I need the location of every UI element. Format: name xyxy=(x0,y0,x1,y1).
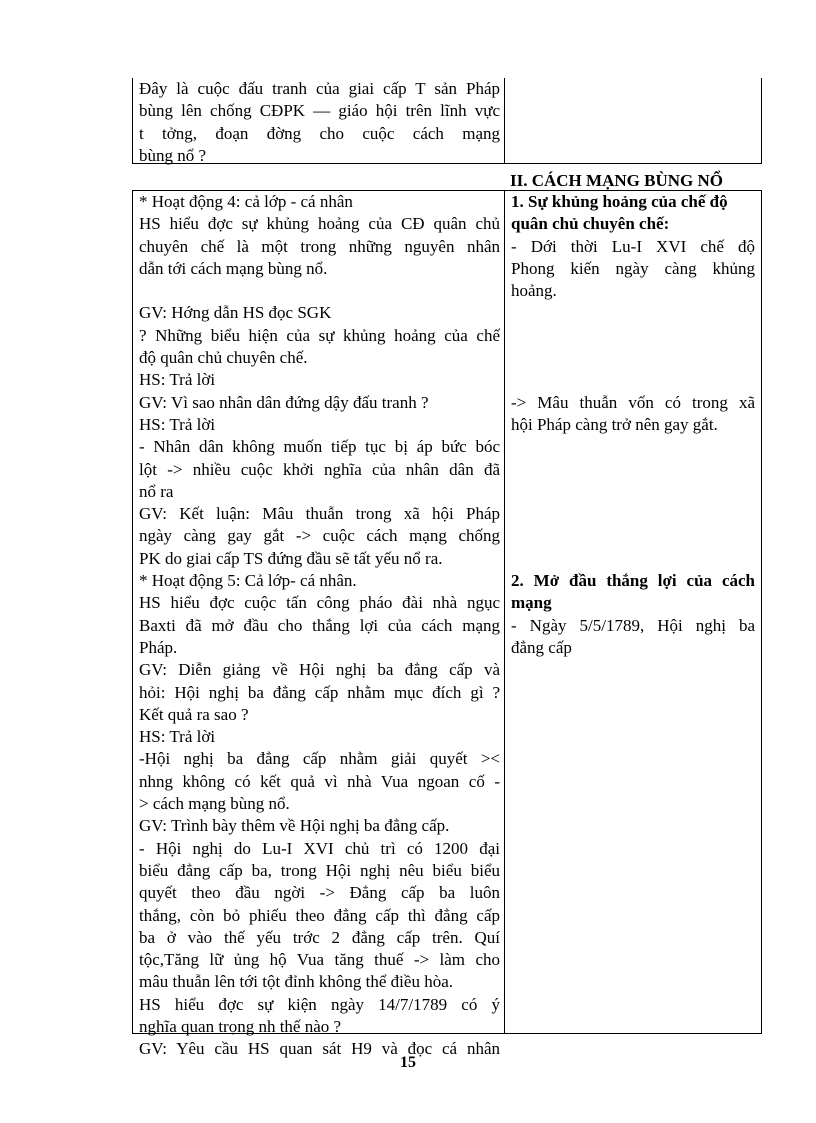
text-line: -> Mâu thuẫn vốn có trong xã xyxy=(511,392,755,412)
spacer xyxy=(511,548,755,570)
text-line: dẫn tới cách mạng bùng nổ. xyxy=(139,258,328,278)
text-line: hội Pháp càng trở nên gay gắt. xyxy=(511,414,718,434)
spacer xyxy=(511,481,755,503)
text-line: Phong kiến ngày càng khủng xyxy=(511,258,755,278)
text-line: - Hội nghị do Lu-I XVI chủ trì có 1200 đại xyxy=(139,838,500,858)
text-line: nhng không có kết quả vì nhà Vua ngoan cố - xyxy=(139,771,500,791)
text-line: biểu đẳng cấp ba, trong Hội nghị nêu biểu biểu xyxy=(139,860,500,880)
lesson-table xyxy=(132,190,762,1059)
spacer xyxy=(511,503,755,525)
subheading-revolution-start: 2. Mở đầu thắng lợi của cách xyxy=(511,571,755,591)
text-line: Kết quả ra sao ? xyxy=(139,704,249,724)
text-line: HS: Trả lời xyxy=(139,727,216,747)
text-line: * Hoạt động 4: cả lớp - cá nhân xyxy=(139,192,353,211)
text-line: nổ ra xyxy=(139,481,174,501)
text-line: ba ở vào thế yếu trớc 2 đẳng cấp trên. Quí xyxy=(139,927,500,947)
spacer xyxy=(139,280,500,302)
page-number: 15 xyxy=(400,1054,416,1071)
text-line: Baxti đã mở đầu cho thắng lợi của cách mạng xyxy=(139,615,500,635)
section-heading: II. CÁCH MẠNG BÙNG NỔ xyxy=(510,171,723,190)
text-line: mâu thuẫn lên tới tột đỉnh không thể điều hòa. xyxy=(139,972,453,992)
text-line: - Nhân dân không muốn tiếp tục bị áp bức bóc xyxy=(139,437,500,457)
text-line: hỏi: Hội nghị ba đẳng cấp nhằm mục đích gì ? xyxy=(139,682,500,702)
text-line: t tởng, đoạn đờng cho cuộc cách mạng xyxy=(139,123,500,143)
continued-table-left-cell xyxy=(133,78,505,163)
spacer xyxy=(511,525,755,547)
text-line: * Hoạt động 5: Cả lớp- cá nhân. xyxy=(139,571,357,591)
text-line: HS hiểu đợc sự khủng hoảng của CĐ quân chủ xyxy=(139,214,500,234)
subheading-revolution-start-cont: mạng xyxy=(511,593,552,613)
text-line: GV: Yêu cầu HS quan sát H9 và đọc cá nhân xyxy=(139,1039,500,1059)
text-line: - Dới thời Lu-I XVI chế độ xyxy=(511,236,755,256)
text-line: ? Những biểu hiện của sự khủng hoảng của chế xyxy=(139,325,500,345)
text-line: - Ngày 5/5/1789, Hội nghị ba xyxy=(511,615,755,635)
spacer xyxy=(511,325,755,347)
spacer xyxy=(511,369,755,391)
text-line: Đây là cuộc đấu tranh của giai cấp T sản Pháp xyxy=(139,79,500,98)
text-line: PK do giai cấp TS đứng đầu sẽ tất yếu nổ ra. xyxy=(139,548,443,568)
text-line: GV: Kết luận: Mâu thuẫn trong xã hội Pháp xyxy=(139,504,500,524)
text-line: HS: Trả lời xyxy=(139,414,216,434)
text-line: nghĩa quan trọng nh thế nào ? xyxy=(139,1016,342,1036)
teacher-student-activities-column xyxy=(133,191,505,1059)
text-line: hoảng. xyxy=(511,281,557,301)
spacer xyxy=(511,436,755,458)
text-line: HS hiểu đợc cuộc tấn công pháo đài nhà ngục xyxy=(139,593,500,613)
text-line: lột -> nhiều cuộc khởi nghĩa của nhân dân đã xyxy=(139,459,500,479)
spacer xyxy=(511,302,755,324)
text-line: GV: Diễn giảng về Hội nghị ba đẳng cấp và xyxy=(139,660,500,680)
continued-table xyxy=(132,78,762,164)
text-line: Pháp. xyxy=(139,637,178,657)
text-line: > cách mạng bùng nổ. xyxy=(139,794,290,814)
text-line: GV: Hớng dẫn HS đọc SGK xyxy=(139,303,332,323)
spacer xyxy=(511,347,755,369)
text-line: -Hội nghị ba đẳng cấp nhằm giải quyết >< xyxy=(139,749,500,769)
text-line: tộc,Tăng lữ ủng hộ Vua tăng thuế -> làm cho xyxy=(139,950,500,970)
text-line: GV: Trình bày thêm về Hội nghị ba đẳng cấp. xyxy=(139,816,450,836)
subheading-crisis-cont: quân chủ chuyên chế: xyxy=(511,214,670,234)
text-line: quyết theo đầu ngời -> Đẳng cấp ba luôn xyxy=(139,883,500,903)
text-line: thắng, còn bỏ phiếu theo đẳng cấp thì đẳng cấp xyxy=(139,905,500,925)
text-line: bùng nổ ? xyxy=(139,145,207,165)
text-line: độ quân chủ chuyên chế. xyxy=(139,348,308,368)
text-line: GV: Vì sao nhân dân đứng dậy đấu tranh ? xyxy=(139,392,429,412)
key-knowledge-column xyxy=(505,191,761,1033)
text-line: chuyên chế là một trong những nguyên nhân xyxy=(139,236,500,256)
text-line: HS hiểu đợc sự kiện ngày 14/7/1789 có ý xyxy=(139,994,500,1014)
spacer xyxy=(511,459,755,481)
subheading-crisis: 1. Sự khủng hoảng của chế độ xyxy=(511,192,728,211)
text-line: bùng lên chống CĐPK — giáo hội trên lĩnh vực xyxy=(139,101,500,121)
text-line: HS: Trả lời xyxy=(139,370,216,390)
text-line: ngày càng gay gắt -> cuộc cách mạng chống xyxy=(139,526,500,546)
text-line: đẳng cấp xyxy=(511,637,572,657)
